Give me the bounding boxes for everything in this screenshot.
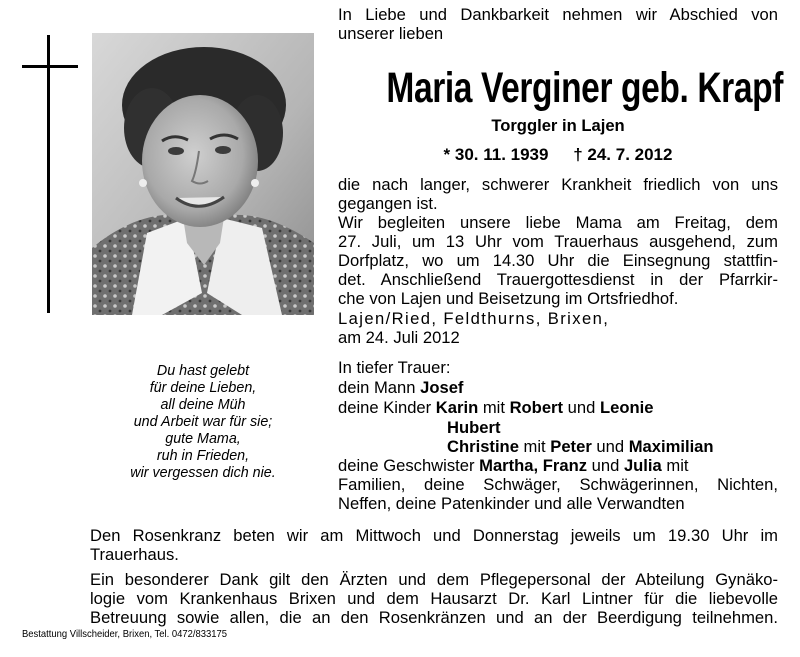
- mourners-nephews: Neffen, deine Patenkinder und alle Verwandten: [338, 494, 685, 513]
- mourners-husband: [338, 378, 778, 397]
- text: und: [563, 398, 600, 417]
- body-line: die nach langer, schwerer Krankheit friedlich von uns: [338, 175, 778, 194]
- rosary-line: Trauerhaus.: [90, 545, 179, 564]
- cross-horizontal-bar: [22, 65, 78, 68]
- text: dein Mann: [338, 378, 421, 397]
- sibling-names: Martha, Franz: [479, 456, 588, 475]
- text: deine Kinder: [338, 398, 436, 417]
- rosary-line: Den Rosenkranz beten wir am Mittwoch und Donnerstag jeweils um 19.30 Uhr im: [90, 526, 778, 545]
- poem-line: Du hast gelebt: [156, 363, 250, 379]
- body-line: Wir begleiten unsere liebe Mama am Freitag, dem: [338, 213, 778, 232]
- thanks-line: Betreuung sowie allen, die an den Rosenkränzen und an der Beerdigung teilnehmen.: [90, 608, 778, 627]
- mourners-siblings: [338, 456, 778, 475]
- thanks-line: logie vom Krankenhaus Brixen und dem Hausarzt Dr. Karl Lintner für die liebevolle: [90, 589, 778, 608]
- relative-name: Robert: [509, 398, 564, 417]
- relative-name: Leonie: [599, 398, 654, 417]
- mourners-children-line: [447, 437, 714, 456]
- death-date: † 24. 7. 2012: [573, 145, 673, 164]
- body-line: Dorfplatz, wo um 14.30 Uhr die Einsegnung stattfin-: [338, 251, 778, 270]
- poem-line: gute Mama,: [165, 431, 241, 447]
- child-name: Hubert: [447, 418, 501, 437]
- poem-line: für deine Lieben,: [149, 380, 257, 396]
- husband-name: Josef: [420, 378, 464, 397]
- mourners-children: [338, 398, 778, 417]
- body-line: det. Anschließend Trauergottesdienst in der Pfarrkir-: [338, 270, 778, 289]
- child-name: Karin: [435, 398, 479, 417]
- poem-line: all deine Müh: [160, 397, 246, 413]
- life-dates: [338, 145, 778, 165]
- sibling-name: Julia: [623, 456, 662, 475]
- date-line: am 24. Juli 2012: [338, 328, 460, 347]
- portrait-image: [92, 33, 314, 315]
- text: und: [591, 437, 629, 456]
- funeral-home-footer: Bestattung Villscheider, Brixen, Tel. 0472/833175: [22, 628, 228, 640]
- text: mit: [518, 437, 551, 456]
- portrait-photo: [92, 33, 314, 315]
- poem-line: wir vergessen dich nie.: [130, 465, 276, 481]
- body-line: 27. Juli, um 13 Uhr vom Trauerhaus ausgehend, zum: [338, 232, 778, 251]
- poem-line: ruh in Frieden,: [156, 448, 250, 464]
- text: und: [587, 456, 624, 475]
- deceased-nickname: Torggler in Lajen: [491, 116, 625, 135]
- deceased-name: Maria Verginer geb. Krapf: [386, 64, 783, 112]
- place-line: Lajen/Ried, Feldthurns, Brixen,: [338, 309, 610, 328]
- memorial-poem: [98, 363, 308, 482]
- birth-date: * 30. 11. 1939: [443, 145, 549, 164]
- text: mit: [661, 456, 689, 475]
- mourners-intro: In tiefer Trauer:: [338, 358, 451, 377]
- body-line: che von Lajen und Beisetzung im Ortsfriedhof.: [338, 289, 679, 308]
- mourners-families: Familien, deine Schwäger, Schwägerinnen, Nichten,: [338, 475, 778, 494]
- poem-line: und Arbeit war für sie;: [133, 414, 273, 430]
- child-name: Christine: [447, 437, 519, 456]
- text: deine Geschwister: [338, 456, 480, 475]
- intro-line: In Liebe und Dankbarkeit nehmen wir Abschied von: [338, 5, 778, 24]
- relative-name: Maximilian: [628, 437, 714, 456]
- text: mit: [478, 398, 510, 417]
- cross-vertical-bar: [47, 35, 50, 313]
- thanks-line: Ein besonderer Dank gilt den Ärzten und dem Pflegepersonal der Abteilung Gynäko-: [90, 570, 778, 589]
- intro-line: unserer lieben: [338, 24, 444, 43]
- body-line: gegangen ist.: [338, 194, 438, 213]
- relative-name: Peter: [550, 437, 592, 456]
